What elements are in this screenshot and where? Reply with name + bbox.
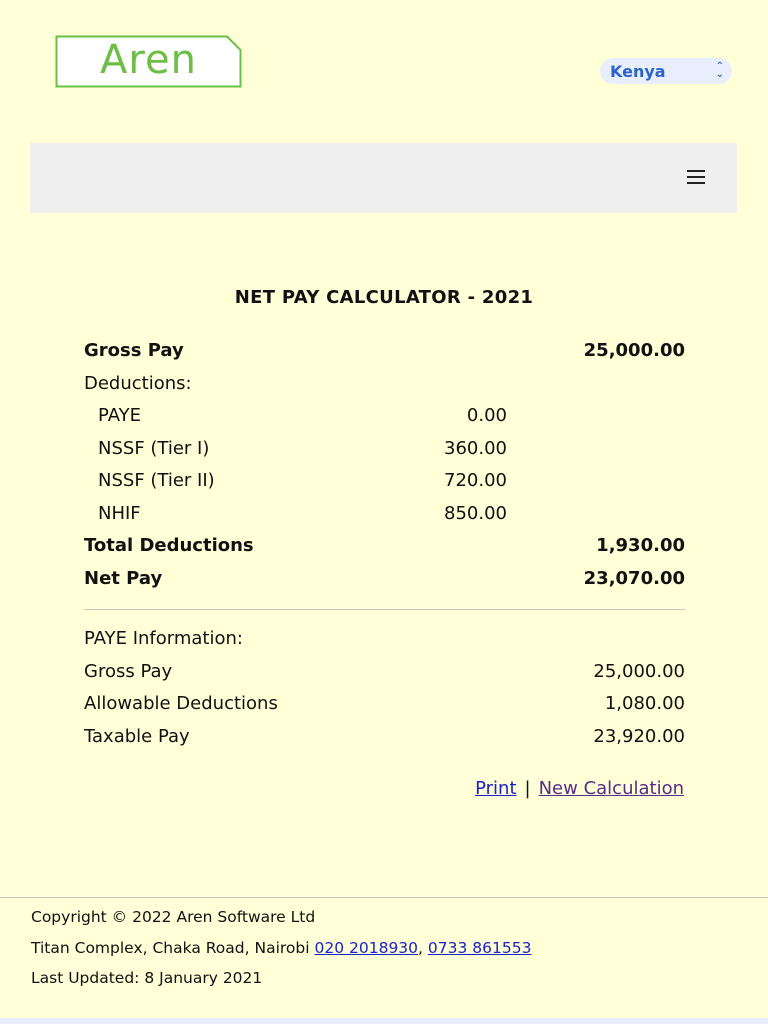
phone-link-1[interactable]: 020 2018930 xyxy=(314,938,419,957)
total-deductions-value: 1,930.00 xyxy=(596,535,685,556)
bottom-strip xyxy=(0,1018,768,1024)
footer-divider xyxy=(0,897,768,898)
gross-pay-label: Gross Pay xyxy=(84,340,184,361)
deduction-value: 850.00 xyxy=(444,502,507,524)
deduction-label: NHIF xyxy=(98,502,141,524)
deduction-row-paye xyxy=(84,400,685,433)
phone-link-2[interactable]: 0733 861553 xyxy=(427,938,532,957)
paye-row-value: 23,920.00 xyxy=(593,725,685,747)
deductions-heading-row xyxy=(84,368,685,401)
paye-row-value: 1,080.00 xyxy=(604,693,685,714)
phone-separator: , xyxy=(418,938,423,957)
page-title: NET PAY CALCULATOR - 2021 xyxy=(234,287,534,308)
paye-info-heading: PAYE Information: xyxy=(84,628,243,649)
total-deductions-row xyxy=(84,530,685,563)
deduction-row-nhif xyxy=(84,498,685,531)
country-select-value: Kenya xyxy=(610,61,666,81)
deduction-row-nssf-tier2 xyxy=(84,465,685,498)
address-text: Titan Complex, Chaka Road, Nairobi xyxy=(31,938,310,957)
paye-info-heading-row xyxy=(84,623,685,656)
footer xyxy=(31,902,531,994)
net-pay-value: 23,070.00 xyxy=(583,567,685,589)
up-down-chevron-icon: ⌃ ⌄ xyxy=(715,61,724,80)
paye-row-label: Allowable Deductions xyxy=(84,693,278,714)
net-pay-row xyxy=(84,563,685,596)
paye-row-label: Gross Pay xyxy=(84,660,173,682)
hamburger-menu-icon[interactable] xyxy=(687,170,705,184)
navbar xyxy=(30,143,737,213)
deduction-row-nssf-tier1 xyxy=(84,433,685,466)
total-deductions-label: Total Deductions xyxy=(84,535,254,556)
logo-text: Aren xyxy=(100,36,197,83)
aren-logo[interactable] xyxy=(55,35,242,88)
action-links xyxy=(475,775,684,803)
paye-row-label: Taxable Pay xyxy=(84,725,190,747)
address-line xyxy=(31,933,531,964)
country-select[interactable] xyxy=(600,58,732,84)
link-separator: | xyxy=(524,778,531,799)
calculator-results xyxy=(84,335,685,753)
deduction-label: NSSF (Tier II) xyxy=(98,470,215,491)
deduction-value: 720.00 xyxy=(444,470,507,491)
paye-taxable-pay-row xyxy=(84,721,685,754)
deduction-label: NSSF (Tier I) xyxy=(98,437,210,459)
deduction-value: 0.00 xyxy=(466,405,507,426)
copyright-text: Copyright © 2022 Aren Software Ltd xyxy=(31,908,316,926)
paye-allowable-deductions-row xyxy=(84,688,685,721)
last-updated-text: Last Updated: 8 January 2021 xyxy=(31,969,263,987)
new-calculation-link[interactable]: New Calculation xyxy=(538,778,684,799)
deductions-heading: Deductions: xyxy=(84,372,192,394)
deduction-label: PAYE xyxy=(98,405,141,426)
gross-pay-value: 25,000.00 xyxy=(583,340,685,361)
net-pay-label: Net Pay xyxy=(84,567,163,589)
gross-pay-row xyxy=(84,335,685,368)
deduction-value: 360.00 xyxy=(444,437,507,459)
paye-row-value: 25,000.00 xyxy=(593,660,685,682)
section-divider xyxy=(84,609,685,610)
paye-gross-pay-row xyxy=(84,656,685,689)
print-link[interactable]: Print xyxy=(475,778,517,799)
